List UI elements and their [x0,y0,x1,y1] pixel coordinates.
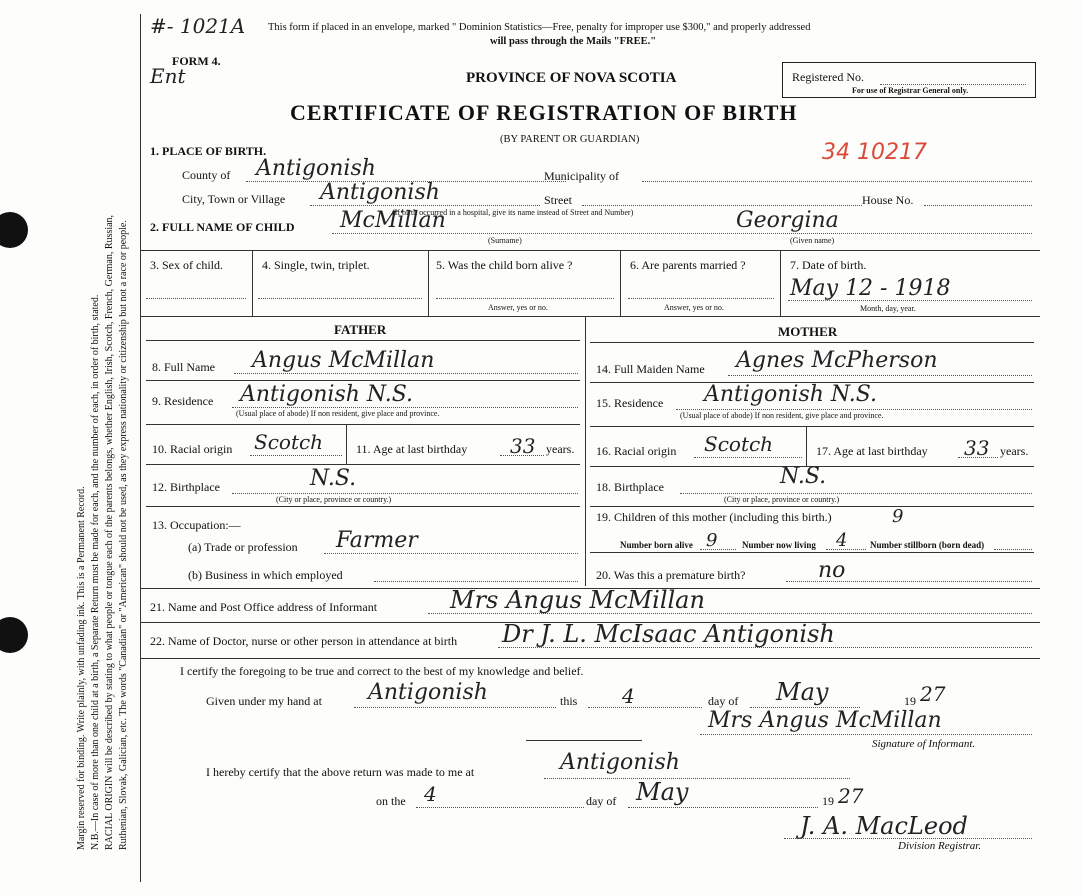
envelope-notice-1: This form if placed in an envelope, marked " Dominion Statistics—Free, penalty for improper use $300," and properly addressed [268,22,811,33]
registrar-year: 27 [838,784,864,808]
living-count: 4 [836,530,848,551]
born-alive-count: 9 [706,530,718,551]
certify-statement: I certify the foregoing to be true and correct to the best of my knowledge and belief. [180,664,584,678]
father-racial-label: 10. Racial origin [152,442,233,456]
binding-hole-top [0,212,28,248]
mother-age: 33 [964,436,990,460]
registrar-year-prefix: 19 [822,794,834,808]
twin-label: 4. Single, twin, triplet. [262,258,370,272]
mother-heading: MOTHER [778,324,838,339]
mother-residence: Antigonish N.S. [704,382,878,407]
married-note: Answer, yes or no. [664,303,724,312]
mother-birthplace: N.S. [780,464,827,489]
father-residence: Antigonish N.S. [240,382,414,407]
county-value: Antigonish [256,156,376,181]
premature-label: 20. Was this a premature birth? [596,568,746,582]
mother-birthplace-label: 18. Birthplace [596,480,664,494]
municipality-label: Municipality of [544,169,619,183]
child-given-name: Georgina [736,208,839,233]
business-label: (b) Business in which employed [188,568,343,582]
city-label: City, Town or Village [182,192,286,206]
doctor-label: 22. Name of Doctor, nurse or other person in attendance at birth [150,634,458,648]
racial-origin-note-2: Ruthenian, Slovak, Galician, etc. The words "Canadian" or "American" should not be used, as they express nationality or citizenship but not a race or people. [118,220,129,850]
given-year-prefix: 19 [904,694,916,708]
given-label: Given under my hand at [206,694,322,708]
city-value: Antigonish [320,180,440,205]
binding-hole-bottom [0,617,28,653]
father-birthplace: N.S. [310,466,357,491]
occupation-label: 13. Occupation:— [152,518,241,532]
mother-birthplace-note: (City or place, province or country.) [724,495,840,504]
left-border [140,14,141,882]
father-birthplace-label: 12. Birthplace [152,480,220,494]
mother-name-label: 14. Full Maiden Name [596,362,705,376]
envelope-notice-2: will pass through the Mails "FREE." [490,36,657,47]
father-age: 33 [510,434,536,458]
birth-date: May 12 - 1918 [790,276,951,301]
mother-age-label: 17. Age at last birthday [816,444,928,458]
given-day: 4 [622,684,635,708]
page-subtitle: (BY PARENT OR GUARDIAN) [500,134,640,145]
living-label: Number now living [742,540,816,550]
given-year: 27 [920,682,946,706]
form-number: FORM 4. [172,54,221,68]
registered-note: For use of Registrar General only. [852,86,969,95]
mother-age-years: years. [1000,444,1029,458]
page-title: CERTIFICATE OF REGISTRATION OF BIRTH [290,100,798,125]
registrar-on-the-label: on the [376,794,406,808]
trade-label: (a) Trade or profession [188,540,298,554]
father-residence-label: 9. Residence [152,394,214,408]
informant-signature: Mrs Angus McMillan [708,708,942,733]
place-of-birth-label: 1. PLACE OF BIRTH. [150,144,267,158]
sex-label: 3. Sex of child. [150,258,223,272]
registered-label: Registered No. [792,70,864,84]
father-age-label: 11. Age at last birthday [356,442,468,456]
stillborn-label: Number stillborn (born dead) [870,540,985,550]
racial-origin-note-1: RACIAL ORIGIN will be described by stating to what people or tongue each of the parents belongs, whether English, Irish, Scotch, French, German, Russian, [104,214,115,850]
informant-name: Mrs Angus McMillan [450,586,705,614]
handwritten-file-number: #- 1021A [150,14,246,38]
registrar-place: Antigonish [560,750,680,775]
children-label: 19. Children of this mother (including this birth.) [596,510,832,524]
married-label: 6. Are parents married ? [630,258,746,272]
ent-mark: Ent [150,64,186,88]
premature-answer: no [818,558,846,583]
father-heading: FATHER [334,322,387,337]
registration-number: 34 10217 [822,140,927,165]
father-racial: Scotch [254,430,324,454]
children-count: 9 [892,506,904,527]
mother-residence-note: (Usual place of abode) If non resident, give place and province. [680,411,884,420]
given-place: Antigonish [368,680,488,705]
given-note: (Given name) [790,236,835,245]
mother-residence-label: 15. Residence [596,396,664,410]
registrar-signature: J. A. MacLeod [800,812,968,840]
mother-racial: Scotch [704,432,774,456]
county-label: County of [182,168,231,182]
father-birthplace-note: (City or place, province or country.) [276,495,392,504]
born-alive-label: Number born alive [620,540,693,550]
date-note: Month, day, year. [860,304,916,313]
given-day-of-label: day of [708,694,739,708]
given-month: May [776,678,829,706]
father-name: Angus McMillan [252,348,435,373]
mother-maiden-name: Agnes McPherson [736,348,938,373]
mother-racial-label: 16. Racial origin [596,444,677,458]
informant-signature-label: Signature of Informant. [872,738,976,750]
street-label: Street [544,193,572,207]
father-age-years: years. [546,442,575,456]
father-trade: Farmer [336,528,418,553]
surname-note: (Surname) [488,236,522,245]
registrar-day: 4 [424,782,437,806]
registrar-statement: I hereby certify that the above return was made to me at [206,765,475,779]
doctor-name: Dr J. L. McIsaac Antigonish [502,620,835,648]
alive-note: Answer, yes or no. [488,303,548,312]
given-this-label: this [560,694,578,708]
registrar-month: May [636,778,689,806]
house-label: House No. [862,193,914,207]
child-name-label: 2. FULL NAME OF CHILD [150,220,295,234]
registrar-signature-label: Division Registrar. [898,840,982,852]
hospital-note: (If birth occurred in a hospital, give its name instead of Street and Number) [392,208,634,217]
father-name-label: 8. Full Name [152,360,215,374]
informant-label: 21. Name and Post Office address of Informant [150,600,378,614]
father-residence-note: (Usual place of abode) If non resident, give place and province. [236,409,440,418]
margin-note: Margin reserved for binding. Write plainly, with unfading ink. This is a Permanent Record. [76,486,87,850]
child-surname: McMillan [340,208,446,233]
date-label: 7. Date of birth. [790,258,867,272]
registrar-day-of-label: day of [586,794,617,808]
alive-label: 5. Was the child born alive ? [436,258,573,272]
nb-note: N.B.—In case of more than one child at a birth, a Separate Return must be made for each, and the number of each, in order of birth, stated. [90,294,101,850]
province-heading: PROVINCE OF NOVA SCOTIA [466,70,677,86]
